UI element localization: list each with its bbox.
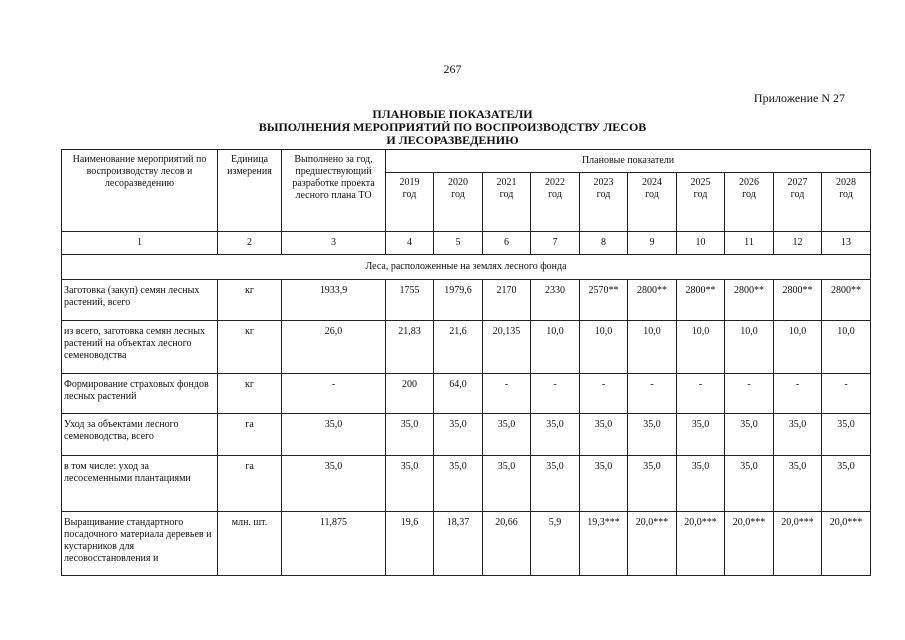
plan-value-cell: 2800** <box>628 280 677 321</box>
plan-value-cell: 35,0 <box>628 414 677 456</box>
header-year <box>628 173 677 232</box>
title-line-2: ВЫПОЛНЕНИЯ МЕРОПРИЯТИЙ ПО ВОСПРОИЗВОДСТВУ ЛЕСОВ <box>258 120 647 134</box>
header-year-suffix: год <box>402 189 417 200</box>
done-previous-year-cell: 35,0 <box>282 456 386 512</box>
plan-value-cell: 35,0 <box>483 414 531 456</box>
plan-value-cell: - <box>822 374 871 414</box>
activity-name-cell: Формирование страховых фондов лесных растений <box>62 374 218 414</box>
table-row <box>62 414 871 456</box>
plan-indicators-table <box>61 149 871 576</box>
header-year <box>434 173 483 232</box>
column-number: 3 <box>282 232 386 255</box>
plan-value-cell: - <box>531 374 580 414</box>
done-previous-year-cell: 1933,9 <box>282 280 386 321</box>
header-year-suffix: год <box>839 189 853 200</box>
plan-value-cell: 10,0 <box>822 321 871 374</box>
unit-cell: кг <box>218 280 282 321</box>
plan-value-cell: 10,0 <box>725 321 774 374</box>
column-numbers-row <box>62 232 871 255</box>
column-number: 12 <box>774 232 822 255</box>
plan-value-cell: 1755 <box>386 280 434 321</box>
done-previous-year-cell: - <box>282 374 386 414</box>
plan-value-cell: 5,9 <box>531 512 580 576</box>
plan-value-cell: 35,0 <box>386 414 434 456</box>
plan-value-cell: 35,0 <box>531 414 580 456</box>
header-plan-indicators: Плановые показатели <box>386 150 871 173</box>
plan-value-cell: 35,0 <box>386 456 434 512</box>
plan-value-cell: 35,0 <box>774 414 822 456</box>
plan-value-cell: 20,0*** <box>725 512 774 576</box>
plan-value-cell: 35,0 <box>822 414 871 456</box>
plan-value-cell: 20,0*** <box>774 512 822 576</box>
done-previous-year-cell: 11,875 <box>282 512 386 576</box>
column-number: 10 <box>677 232 725 255</box>
table-row <box>62 456 871 512</box>
plan-value-cell: 10,0 <box>628 321 677 374</box>
header-unit: Единица измерения <box>218 150 282 232</box>
plan-value-cell: 10,0 <box>774 321 822 374</box>
plan-value-cell: 2800** <box>774 280 822 321</box>
plan-value-cell: 35,0 <box>725 456 774 512</box>
plan-value-cell: - <box>580 374 628 414</box>
plan-value-cell: 18,37 <box>434 512 483 576</box>
header-done-previous-year: Выполнено за год, предшествующий разработке проекта лесного плана ТО <box>282 150 386 232</box>
header-year-suffix: год <box>451 189 465 200</box>
unit-cell: га <box>218 456 282 512</box>
plan-value-cell: 20,0*** <box>822 512 871 576</box>
unit-cell: кг <box>218 374 282 414</box>
activity-name-cell: в том числе: уход за лесосеменными плантациями <box>62 456 218 512</box>
plan-value-cell: 35,0 <box>580 414 628 456</box>
column-number: 11 <box>725 232 774 255</box>
header-activity-name: Наименование мероприятий по воспроизводству лесов и лесоразведению <box>62 150 218 232</box>
header-year <box>677 173 725 232</box>
activity-name-cell: из всего, заготовка семян лесных растений на объектах лесного семеноводства <box>62 321 218 374</box>
header-year <box>822 173 871 232</box>
unit-cell: га <box>218 414 282 456</box>
column-number: 2 <box>218 232 282 255</box>
plan-value-cell: 35,0 <box>434 414 483 456</box>
header-year-number: 2019 <box>399 177 420 188</box>
plan-value-cell: - <box>725 374 774 414</box>
header-year <box>386 173 434 232</box>
plan-value-cell: 35,0 <box>677 414 725 456</box>
column-number: 1 <box>62 232 218 255</box>
plan-value-cell: - <box>628 374 677 414</box>
plan-value-cell: 10,0 <box>677 321 725 374</box>
activity-name-cell: Заготовка (закуп) семян лесных растений, всего <box>62 280 218 321</box>
column-number: 5 <box>434 232 483 255</box>
header-year-suffix: год <box>693 189 708 200</box>
title-line-3: И ЛЕСОРАЗВЕДЕНИЮ <box>386 133 519 147</box>
column-number: 7 <box>531 232 580 255</box>
section-row <box>62 255 871 280</box>
header-year <box>483 173 531 232</box>
done-previous-year-cell: 35,0 <box>282 414 386 456</box>
plan-value-cell: 21,6 <box>434 321 483 374</box>
plan-value-cell: 35,0 <box>677 456 725 512</box>
plan-value-cell: 2800** <box>677 280 725 321</box>
header-year-number: 2024 <box>642 177 662 188</box>
plan-value-cell: 2800** <box>725 280 774 321</box>
header-year-number: 2023 <box>593 177 614 188</box>
section-title: Леса, расположенные на землях лесного фонда <box>62 255 871 280</box>
plan-value-cell: 21,83 <box>386 321 434 374</box>
plan-value-cell: 35,0 <box>580 456 628 512</box>
plan-value-cell: 19,6 <box>386 512 434 576</box>
column-number: 6 <box>483 232 531 255</box>
appendix-label: Приложение N 27 <box>753 91 845 105</box>
plan-value-cell: 35,0 <box>628 456 677 512</box>
header-year-number: 2021 <box>496 177 517 188</box>
plan-value-cell: - <box>774 374 822 414</box>
plan-value-cell: 20,0*** <box>628 512 677 576</box>
table-row <box>62 374 871 414</box>
plan-value-cell: - <box>483 374 531 414</box>
header-year <box>580 173 628 232</box>
plan-value-cell: 20,66 <box>483 512 531 576</box>
header-year-suffix: год <box>742 189 756 200</box>
done-previous-year-cell: 26,0 <box>282 321 386 374</box>
header-year-suffix: год <box>645 189 659 200</box>
table-row <box>62 512 871 576</box>
header-year <box>531 173 580 232</box>
page-number: 267 <box>443 62 462 76</box>
header-year-number: 2020 <box>448 177 468 188</box>
plan-value-cell: 2570** <box>580 280 628 321</box>
header-year-number: 2026 <box>739 177 759 188</box>
header-year-number: 2022 <box>545 177 565 188</box>
activity-name-cell: Выращивание стандартного посадочного материала деревьев и кустарников для лесовосстановления и <box>62 512 218 576</box>
column-number: 9 <box>628 232 677 255</box>
plan-value-cell: 35,0 <box>483 456 531 512</box>
activity-name-cell: Уход за объектами лесного семеноводства, всего <box>62 414 218 456</box>
title-line-1: ПЛАНОВЫЕ ПОКАЗАТЕЛИ <box>372 107 533 121</box>
plan-value-cell: 200 <box>386 374 434 414</box>
column-number: 4 <box>386 232 434 255</box>
header-year <box>725 173 774 232</box>
header-year-suffix: год <box>499 189 514 200</box>
plan-value-cell: 10,0 <box>531 321 580 374</box>
header-year-number: 2028 <box>836 177 857 188</box>
table-row <box>62 321 871 374</box>
plan-value-cell: - <box>677 374 725 414</box>
header-year-number: 2025 <box>690 177 711 188</box>
plan-value-cell: 1979,6 <box>434 280 483 321</box>
document-title <box>0 108 905 147</box>
unit-cell: млн. шт. <box>218 512 282 576</box>
plan-value-cell: 19,3*** <box>580 512 628 576</box>
column-number: 8 <box>580 232 628 255</box>
table-row <box>62 280 871 321</box>
header-year <box>774 173 822 232</box>
plan-value-cell: 35,0 <box>531 456 580 512</box>
plan-value-cell: 35,0 <box>725 414 774 456</box>
plan-value-cell: 2330 <box>531 280 580 321</box>
plan-value-cell: 35,0 <box>434 456 483 512</box>
plan-value-cell: 2800** <box>822 280 871 321</box>
plan-value-cell: 10,0 <box>580 321 628 374</box>
plan-value-cell: 64,0 <box>434 374 483 414</box>
header-year-suffix: год <box>548 189 562 200</box>
plan-value-cell: 20,0*** <box>677 512 725 576</box>
plan-value-cell: 20,135 <box>483 321 531 374</box>
header-year-number: 2027 <box>787 177 808 188</box>
header-year-suffix: год <box>790 189 805 200</box>
plan-value-cell: 35,0 <box>774 456 822 512</box>
unit-cell: кг <box>218 321 282 374</box>
column-number: 13 <box>822 232 871 255</box>
plan-value-cell: 2170 <box>483 280 531 321</box>
header-year-suffix: год <box>596 189 611 200</box>
plan-value-cell: 35,0 <box>822 456 871 512</box>
